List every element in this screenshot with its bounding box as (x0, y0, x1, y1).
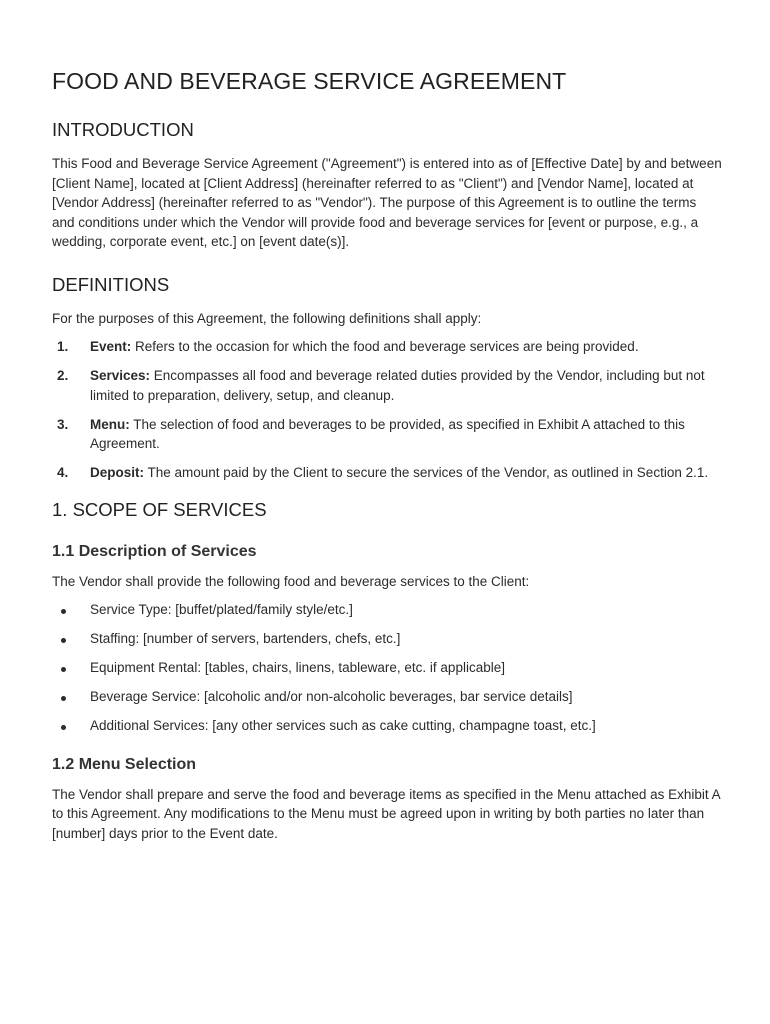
definition-term: Deposit: (90, 465, 144, 480)
bullet-icon (61, 696, 66, 701)
service-item (52, 716, 722, 736)
service-item (52, 658, 722, 678)
bullet-icon (61, 667, 66, 672)
definition-item (52, 366, 722, 405)
definition-number: 4. (57, 465, 69, 480)
definitions-list (52, 337, 722, 483)
definition-text: The selection of food and beverages to be provided, as specified in Exhibit A attached to this Agreement. (90, 416, 685, 451)
definition-term: Event: (90, 339, 132, 354)
description-lead: The Vendor shall provide the following food and beverage services to the Client: (52, 573, 530, 589)
definition-text: Encompasses all food and beverage related duties provided by the Vendor, including but not limited to preparation, delivery, setup, and cleanup. (90, 368, 705, 403)
service-item-text: Beverage Service: [alcoholic and/or non-alcoholic beverages, bar service details] (90, 689, 573, 704)
definition-number: 1. (57, 339, 69, 354)
definition-term: Menu: (90, 416, 130, 432)
document-title: FOOD AND BEVERAGE SERVICE AGREEMENT (52, 68, 567, 94)
description-heading: 1.1 Description of Services (52, 542, 257, 560)
definition-text: Refers to the occasion for which the food and beverage services are being provided. (131, 339, 639, 354)
service-item-text: Additional Services: [any other services such as cake cutting, champagne toast, etc.] (90, 718, 596, 733)
service-item-text: Equipment Rental: [tables, chairs, linens, tableware, etc. if applicable] (90, 660, 505, 675)
scope-heading: 1. SCOPE OF SERVICES (52, 498, 267, 520)
definition-item (52, 463, 722, 483)
introduction-heading: INTRODUCTION (52, 119, 194, 140)
definition-term: Services: (90, 368, 151, 383)
service-item (52, 687, 722, 707)
service-item-text: Service Type: [buffet/plated/family style/etc.] (90, 602, 353, 617)
definition-item (52, 415, 722, 454)
definitions-heading: DEFINITIONS (52, 273, 170, 295)
definition-number: 3. (57, 416, 69, 432)
bullet-icon (61, 638, 66, 643)
services-list (52, 600, 722, 736)
bullet-icon (61, 725, 66, 730)
definitions-lead: For the purposes of this Agreement, the following definitions shall apply: (52, 310, 482, 326)
document-page (52, 68, 722, 843)
introduction-body: This Food and Beverage Service Agreement ("Agreement") is entered into as of [Effective Date] by and between [Client Name], located at [Client Address] (hereinafter referred to as "Client") and [Vendor Name], located at [Vendor Address] (hereinafter referred to as "Vendor"). The purpose of this Agreement is to outline the terms and conditions under which the Vendor will provide food and beverage services for [event or purpose, e.g., a wedding, corporate event, etc.] on [event date(s)]. (52, 156, 722, 249)
service-item (52, 600, 722, 620)
service-item (52, 629, 722, 649)
definition-item (52, 337, 722, 357)
definition-text: The amount paid by the Client to secure the services of the Vendor, as outlined in Section 2.1. (144, 465, 709, 480)
menu-selection-heading: 1.2 Menu Selection (52, 755, 197, 773)
service-item-text: Staffing: [number of servers, bartenders, chefs, etc.] (90, 631, 401, 646)
definition-number: 2. (57, 368, 69, 383)
bullet-icon (61, 609, 66, 614)
menu-selection-body: The Vendor shall prepare and serve the food and beverage items as specified in the Menu attached as Exhibit A to this Agreement. Any modifications to the Menu must be agreed upon in writing by both parties no later than [number] days prior to the Event date. (52, 786, 720, 841)
